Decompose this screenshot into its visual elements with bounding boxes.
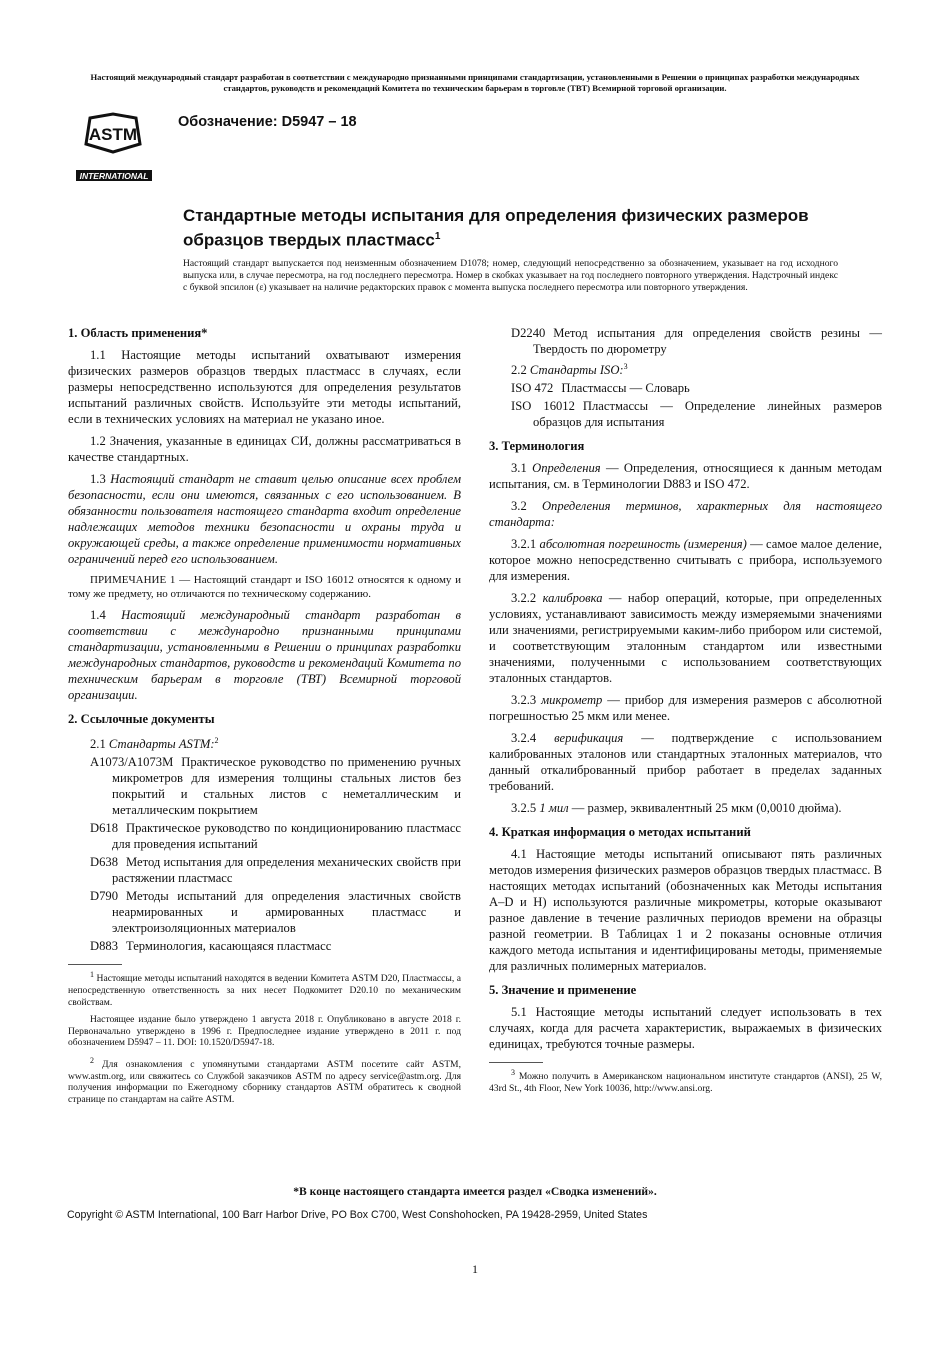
footnote-1-edition: Настоящее издание было утверждено 1 августа 2018 г. Опубликовано в августе 2018 г. Первоначально утверждено в 1996 г. Предпоследнее издание утверждено в 2011 г. под обозначением D5947 – 11. DOI: 10.1520/D5947-18. <box>68 1014 461 1049</box>
para-1-4 <box>68 607 461 703</box>
para-3-1: 3.1 Определения — Определения, относящиеся к данным методам испытания, см. в Терминологии D883 и ISO 472. <box>489 461 882 492</box>
section-5-heading: 5. Значение и применение <box>489 983 637 998</box>
ref-d790: D790 Методы испытаний для определения эластичных свойств неармированных и армированных пластмасс и электроизоляционных материалов <box>90 889 461 936</box>
left-column <box>68 325 461 1112</box>
astm-standards-label <box>90 733 461 752</box>
standard-banner: Настоящий международный стандарт разработан в соответствии с международно признанными принципами стандартизации, установленными в Решении о принципах разработки международных стандартов, руководств и рекомендаций Комитета по техническим барьерам в торговле (ТВТ) Всемирной торговой организации. <box>90 72 860 93</box>
iso-standards-label <box>511 359 882 378</box>
para-1-3-num: 1.3 <box>90 472 106 486</box>
right-column <box>489 325 882 1101</box>
page-number: 1 <box>472 1262 478 1276</box>
def-3-2-3: 3.2.3 микрометр — прибор для измерения размеров с абсолютной погрешностью 25 мкм или менее. <box>489 693 882 724</box>
section-2-heading: 2. Ссылочные документы <box>68 712 215 726</box>
summary-of-changes-note: *В конце настоящего стандарта имеется раздел «Сводка изменений». <box>293 1185 657 1198</box>
section-3-heading: 3. Терминология <box>489 439 585 454</box>
ref-iso472: ISO 472 Пластмассы — Словарь <box>511 381 690 396</box>
note-1: ПРИМЕЧАНИЕ 1 — Настоящий стандарт и ISO 16012 относятся к одному и тому же предмету, но отличаются по техническому содержанию. <box>68 574 461 600</box>
ref-d638: D638 Метод испытания для определения механических свойств при растяжении пластмасс <box>90 855 461 886</box>
section-1-heading: 1. Область применения* <box>68 326 208 340</box>
designation: Обозначение: D5947 – 18 <box>178 114 357 130</box>
iso-standards-fn: 3 <box>623 362 628 371</box>
footnote-rule-right <box>489 1062 543 1063</box>
ref-iso16012: ISO 16012 Пластмассы — Определение линейных размеров образцов для испытания <box>511 399 883 430</box>
ref-d618: D618 Практическое руководство по кондиционированию пластмасс для проведения испытаний <box>90 821 461 852</box>
para-1-3-text: Настоящий стандарт не ставит целью описание всех проблем безопасности, если они имеются, связанных с его использованием. В обязанности пользователя настоящего стандарта входит определение надлежащих методов техники безопасности и охраны труда и окружающей среды, а также определение применимости нормативных ограничений перед его использованием. <box>68 472 461 566</box>
para-1-1: 1.1 Настоящие методы испытаний охватывают измерения физических размеров образцов твердых пластмасс в случаях, если размеры непосредственно используются для определения результатов испытаний различных свойств. Используйте эти методы испытаний, если в технических условиях на материал не указано иное. <box>68 348 461 426</box>
astm-standards-fn: 2 <box>214 736 219 745</box>
section-4-heading: 4. Краткая информация о методах испытаний <box>489 825 751 840</box>
def-3-2-2: 3.2.2 калибровка — набор операций, которые, при определенных условиях, устанавливают зависимость между измеряемыми значениями или значениями, регистрируемыми каким-либо прибором или системой, и соответствующим эталонным стандартом или известными значениями, полученными с использованием соответствующих эталонных стандартов. <box>489 591 882 686</box>
iso-standards-text: Стандарты ISO: <box>529 363 624 378</box>
ref-a1073: A1073/A1073M Практическое руководство по применению ручных микрометров для измерения толщины стальных листов без покрытий и стальных листов с неметаллическим и металлическим покрытием <box>90 755 461 818</box>
document-title <box>183 205 843 251</box>
astm-logo-mark: ASTM <box>88 125 138 144</box>
copyright: Copyright © ASTM International, 100 Barr Harbor Drive, PO Box C700, West Conshohocken, PA 19428-2959, United States <box>67 1209 648 1221</box>
astm-logo <box>70 110 156 184</box>
footnote-1: $^1$ Настоящие методы испытаний находятся в ведении Комитета ASTM D20, Пластмассы, а непосредственную ответственность за них несет Подкомитет D20.10 по механическим свойствам. <box>68 970 461 1008</box>
para-1-4-num: 1.4 <box>90 608 106 622</box>
para-3-2: 3.2 Определения терминов, характерных для настоящего стандарта: <box>489 499 882 530</box>
def-3-2-4: 3.2.4 верификация — подтверждение с использованием калиброванных эталонов или стандартных эталонных материалов, что данный откалиброванный прибор работает в пределах заданных требований. <box>489 731 882 794</box>
title-text: Стандартные методы испытания для определения физических размеров образцов твердых пластмасс <box>183 206 809 250</box>
astm-standards-text: Стандарты ASTM: <box>108 737 215 752</box>
footnote-3: $^3$ Можно получить в Американском национальном институте стандартов (ANSI), 25 W, 43rd St., 4th Floor, New York 10036, http://www.ansi.org. <box>489 1068 882 1094</box>
para-1-4-text: Настоящий международный стандарт разработан в соответствии с международно признанными принципами стандартизации, установленными в Решении о принципах разработки международных стандартов, руководств и рекомендаций Комитета по техническим барьерам в торговле (ТВТ) Всемирной торговой организации. <box>68 608 461 702</box>
para-5-1: 5.1 Настоящие методы испытаний следует использовать в тех случаях, когда для расчета характеристик, выражаемых в физических единицах, требуются точные размеры. <box>489 1005 882 1052</box>
iso-standards-num: 2.2 <box>511 363 527 378</box>
intro-paragraph: Настоящий стандарт выпускается под неизменным обозначением D1078; номер, следующий непосредственно за обозначением, указывает на год исходного выпуска или, в случае пересмотра, на год последнего пересмотра. Номер в скобках указывает на год последнего повторного утверждения. Надстрочный индекс с буквой эпсилон (ε) указывает на наличие редакторских правок с момента выпуска последнего пересмотра или повторного утверждения. <box>183 258 838 293</box>
para-1-3 <box>68 471 461 567</box>
ref-d2240: D2240 Метод испытания для определения свойств резины — Твердость по дюрометру <box>511 326 882 356</box>
footnote-rule-left <box>68 964 122 965</box>
title-footnote-mark: 1 <box>434 231 441 242</box>
ref-d883: D883 Терминология, касающаяся пластмасс <box>90 939 332 954</box>
footnote-2: $^2$ Для ознакомления с упомянутыми стандартами ASTM посетите сайт ASTM, www.astm.org, или свяжитесь со Службой заказчиков ASTM по адресу service@astm.org. Для получения информации по Ежегодному сборнику стандартов ASTM обратитесь к сводной странице по стандартам на сайте ASTM. <box>68 1055 461 1105</box>
def-3-2-5: 3.2.5 1 мил — размер, эквивалентный 25 мкм (0,0010 дюйма). <box>511 801 842 816</box>
def-3-2-1: 3.2.1 абсолютная погрешность (измерения) — самое малое деление, которое можно непосредственно считывать с прибора, используемого для измерения. <box>489 537 883 584</box>
astm-standards-num: 2.1 <box>90 737 106 752</box>
para-1-2: 1.2 Значения, указанные в единицах СИ, должны рассматриваться в качестве стандартных. <box>68 434 461 464</box>
para-4-1: 4.1 Настоящие методы испытаний описывают пять различных методов измерения физических размеров образцов твердых пластмасс. В настоящих методах испытаний (обозначенных как Методы испытания A–D и H) используются различные микрометры, которые оказывают разное давление в течение различных периодов времени на образцы разной геометрии. В Таблицах 1 и 2 показаны основные отличия каждого метода испытания и идентифицированы методы, применяемые для различных полимерных материалов. <box>489 847 882 974</box>
astm-logo-sub: INTERNATIONAL <box>79 171 149 181</box>
